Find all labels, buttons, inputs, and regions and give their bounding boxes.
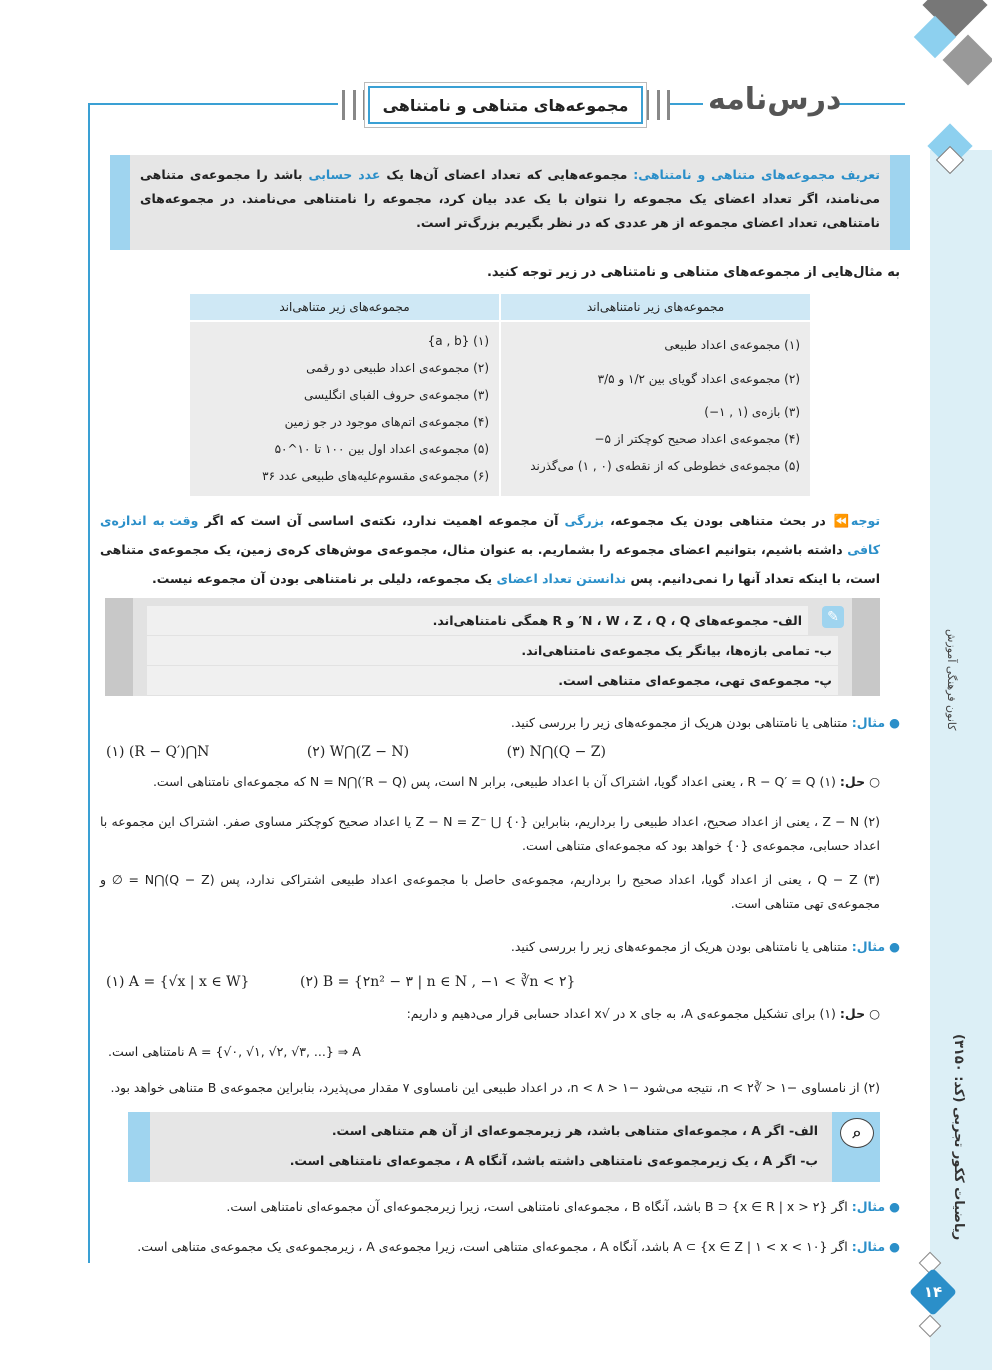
example-3 bbox=[226, 1196, 900, 1218]
table-col-infinite bbox=[500, 321, 811, 497]
note-text: در بحث متناهی بودن یک مجموعه، bbox=[610, 513, 826, 528]
note-text: داشته باشیم، بتوانیم اعضای مجموعه را بشماریم. به عنوان مثال، مجموعه‌ی موش‌های کره‌ی زمین، یک مجموعه‌ی متناهی است، با اینکه تعداد آنها را نمی‌دانیم. پس bbox=[100, 542, 880, 586]
table-cell: (۳) بازه‌ی (۱ , ۱−) bbox=[704, 405, 800, 419]
note-text: یک مجموعه، دلیلی بر نامتناهی بودن آن مجموعه نیست. bbox=[152, 571, 493, 586]
definition-box bbox=[110, 155, 910, 250]
brand-heading: درس‌نامه bbox=[708, 82, 842, 117]
page-number: ۱۴ bbox=[923, 1283, 943, 1301]
definition-highlight: عدد حسابی bbox=[308, 167, 381, 182]
definition-text-a: مجموعه‌هایی که تعداد اعضای آن‌ها یک bbox=[386, 167, 628, 182]
note-highlight: وقت به اندازه‌ی کافی bbox=[100, 513, 880, 557]
example-item: (۳) N⋂(Q − Z) bbox=[506, 744, 606, 760]
bullet-icon: ● bbox=[889, 1239, 900, 1254]
table-col-finite bbox=[189, 321, 500, 497]
property-line: ب- تمامی بازه‌ها، بیانگر یک مجموعه‌ی نامتناهی‌اند. bbox=[147, 636, 838, 665]
solution-label: حل: bbox=[839, 774, 866, 789]
property-box-2 bbox=[128, 1112, 880, 1182]
bullet-icon: ● bbox=[889, 1199, 900, 1214]
solution-text: (۱) R − Q′ = Q ، یعنی اعداد گویا، اشتراک آن با اعداد طبیعی، برابر N است، پس (R − Q′)⋂N = N که مجموعه‌ای نامتناهی است. bbox=[152, 774, 836, 789]
book-title: ریاضیات ککور تجربی (کد: ۳۱۵۰) bbox=[951, 1033, 966, 1240]
title-bars-right bbox=[646, 90, 670, 120]
section-title-text: مجموعه‌های متناهی و نامتناهی bbox=[382, 95, 629, 115]
example-label: مثال: bbox=[851, 715, 886, 730]
note-paragraph bbox=[100, 506, 880, 593]
circle-bullet-icon: ○ bbox=[869, 774, 880, 789]
section-title bbox=[368, 86, 643, 124]
note-arrows-icon: ⏪ bbox=[831, 513, 851, 528]
frame-line-top-mid bbox=[668, 103, 703, 105]
example-1-prompt bbox=[511, 712, 900, 734]
example-1-solution-2: (۲) Z − N ، یعنی از اعداد صحیح، اعداد طبیعی را برداریم، بنابراین Z − N = Z⁻ ⋃ {۰} یا اعداد صحیح کوچکتر مساوی صفر. اشتراک این مجموعه با اعداد حسابی، مجموعه‌ی {۰} خواهد بود که مجموعه‌ای متناهی است. bbox=[100, 814, 880, 853]
table-cell: (۵) مجموعه‌ی خطوطی که از نقطه‌ی (۰ , ۱) می‌گذرند bbox=[530, 459, 800, 473]
solution-text: (۱) برای تشکیل مجموعه‌ی A، به جای x در √x اعداد حسابی قرار می‌دهیم و داریم: bbox=[406, 1006, 836, 1021]
table-cell: (۴) مجموعه‌ی اتم‌های موجود در جو زمین bbox=[284, 415, 489, 429]
table-cell: (۴) مجموعه‌ی اعداد صحیح کوچکتر از ۵− bbox=[594, 432, 800, 446]
example-item: (۲) W⋂(Z − N) bbox=[306, 744, 410, 760]
solution-label: حل: bbox=[839, 1006, 866, 1021]
example-2-solution-2: (۲) از نامساوی −۱ < ∛n < ۲، نتیجه می‌شود −۱ < n < ۸، در اعداد طبیعی این نامساوی ۷ مقدار می‌پذیرد، بنابراین مجموعه‌ی B متناهی خواهد بود. bbox=[110, 1080, 880, 1095]
pin-icon: ✎ bbox=[822, 606, 844, 628]
example-1-items bbox=[106, 744, 606, 760]
property-line: الف- اگر A ، مجموعه‌ای متناهی باشد، هر زیرمجموعه‌ای از آن هم متناهی است. bbox=[331, 1123, 818, 1138]
example-2-item-1: (۱) A = {√x | x ∈ W} bbox=[106, 974, 250, 990]
table-cell: (۱) مجموعه‌ی اعداد طبیعی bbox=[664, 338, 800, 352]
table-cell: (۱) {a , b} bbox=[427, 334, 489, 348]
frame-line-top-left bbox=[88, 103, 338, 105]
definition-label: تعریف مجموعه‌های متناهی و نامتناهی: bbox=[633, 167, 880, 182]
circle-bullet-icon: ○ bbox=[869, 1006, 880, 1021]
table-header-finite: مجموعه‌های زیر متناهی‌اند bbox=[189, 293, 500, 321]
magnifier-icon: ⌕ bbox=[840, 1118, 874, 1148]
note-highlight: ندانستن تعداد اعضای bbox=[496, 571, 627, 586]
table-cell: (۲) مجموعه‌ی اعداد طبیعی دو رقمی bbox=[306, 361, 489, 375]
note-highlight: بزرگی bbox=[564, 513, 605, 528]
examples-table bbox=[188, 292, 812, 498]
example-1-solution-1 bbox=[100, 770, 880, 794]
example-item: (۱) (R − Q′)⋂N bbox=[106, 744, 210, 760]
definition-text-b: باشد را مجموعه‌ی متناهی می‌نامند، اگر تعداد اعضای یک مجموعه را نتوان با یک عدد بیان کرد، مجموعه را نامتناهی می‌نامند. در مجموعه‌های نامتناهی، تعداد اعضای مجموعه از هر عددی که در نظر بگیریم بزرگ‌تر است. bbox=[140, 167, 880, 230]
example-2-prompt bbox=[511, 936, 900, 958]
publisher-name: کانون فرهنگی آموزش bbox=[945, 628, 958, 730]
table-cell: (۶) مجموعه‌ی مقسوم‌علیه‌های طبیعی عدد ۳۶ bbox=[262, 469, 489, 483]
frame-line-top-right bbox=[835, 103, 905, 105]
example-1-solution-3: (۳) Q − Z ، یعنی از اعداد گویا، اعداد صحیح را برداریم، مجموعه‌ی حاصل با مجموعه‌ی اعداد طبیعی اشتراکی ندارد، پس N⋂(Q − Z) = ∅ و مجموعه‌ی تهی متناهی است. bbox=[100, 872, 880, 911]
example-text: اگر A ⊂ {x ∈ Z | ۱ < x < ۱۰} باشد، آنگاه A ، مجموعه‌ای متناهی است، زیرا مجموعه‌ی A ، زیرمجموعه‌ی یک مجموعه‌ی متناهی است. bbox=[137, 1239, 848, 1254]
bullet-icon: ● bbox=[889, 939, 900, 954]
example-2-item-2: (۲) B = {۲n² − ۳ | n ∈ N , −۱ < ∛n < ۲} bbox=[300, 974, 576, 990]
examples-intro: به مثال‌هایی از مجموعه‌های متناهی و نامتناهی در زیر توجه کنید. bbox=[486, 265, 900, 280]
note-text: آن مجموعه اهمیت ندارد، نکته‌ی اساسی آن است که اگر bbox=[204, 513, 559, 528]
table-cell: (۵) مجموعه‌ی اعداد اول بین ۱۰۰ تا ۱۰^۵۰ bbox=[274, 442, 489, 456]
frame-line-vertical bbox=[88, 103, 90, 1263]
example-text: اگر {x ∈ R | x > ۲} ⊂ B باشد، آنگاه B ، مجموعه‌ای نامتناهی است، زیرا زیرمجموعه‌ای آن مجموعه‌ای نامتناهی است. bbox=[226, 1199, 848, 1214]
property-line: پ- مجموعه‌ی تهی، مجموعه‌ای متناهی است. bbox=[147, 666, 838, 695]
example-label: مثال: bbox=[851, 939, 886, 954]
table-cell: (۳) مجموعه‌ی حروف الفبای انگلیسی bbox=[304, 388, 489, 402]
example-prompt-text: متناهی یا نامتناهی بودن هریک از مجموعه‌های زیر را بررسی کنید. bbox=[510, 715, 848, 730]
example-label: مثال: bbox=[851, 1199, 886, 1214]
table-header-infinite: مجموعه‌های زیر نامتناهی‌اند bbox=[500, 293, 811, 321]
note-label: توجه bbox=[850, 513, 881, 528]
example-4 bbox=[137, 1236, 900, 1258]
example-2-set: A = {√۰, √۱, √۲, √۳, ...} ⇒ A نامتناهی است. bbox=[108, 1044, 361, 1059]
property-line: الف- مجموعه‌های N ، W ، Z ، Q ، Q′ و R همگی نامتناهی‌اند. bbox=[147, 606, 808, 635]
title-bars-left bbox=[342, 90, 366, 120]
table-cell: (۲) مجموعه‌ی اعداد گویای بین ۱/۲ و ۳/۵ bbox=[597, 372, 800, 386]
example-2-solution-1 bbox=[100, 1002, 880, 1026]
example-label: مثال: bbox=[851, 1239, 886, 1254]
bullet-icon: ● bbox=[889, 715, 900, 730]
property-line: ب- اگر A ، یک زیرمجموعه‌ی نامتناهی داشته باشد، آنگاه A ، مجموعه‌ای نامتناهی است. bbox=[289, 1153, 818, 1168]
example-prompt-text: متناهی یا نامتناهی بودن هریک از مجموعه‌های زیر را بررسی کنید. bbox=[510, 939, 848, 954]
property-box-1 bbox=[105, 598, 880, 696]
